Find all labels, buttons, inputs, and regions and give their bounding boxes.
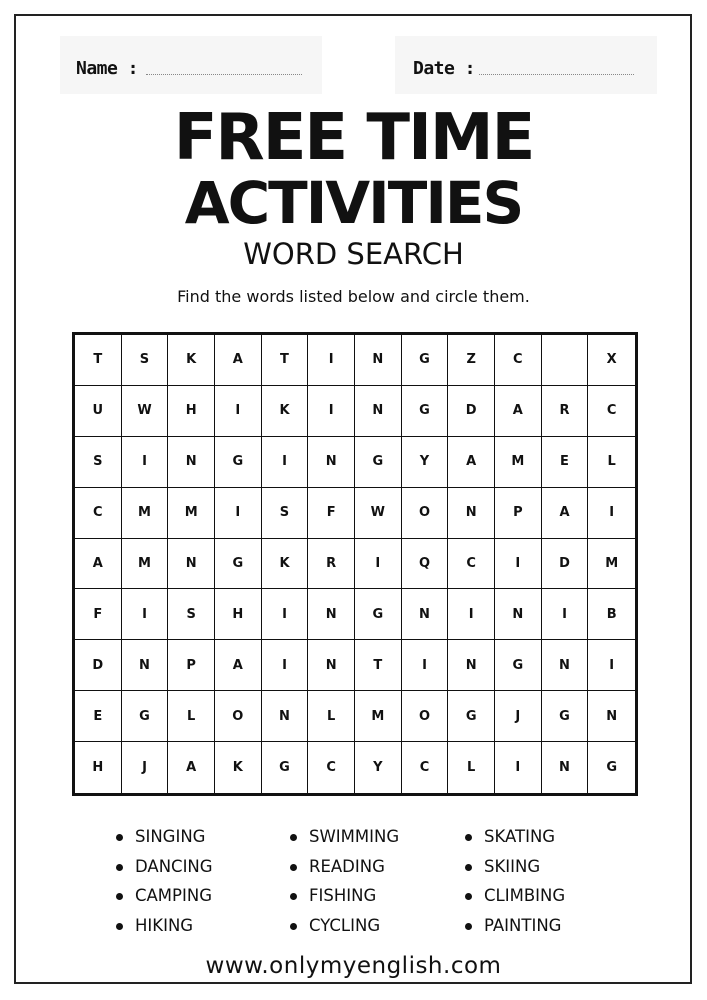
word-list-item <box>290 913 399 943</box>
grid-cell[interactable]: Z <box>448 335 495 386</box>
bullet-icon <box>465 864 472 871</box>
grid-cell[interactable]: M <box>588 539 635 590</box>
word-search-grid <box>72 332 638 796</box>
grid-cell[interactable]: R <box>308 539 355 590</box>
word-list-column <box>465 824 565 943</box>
grid-cell[interactable]: I <box>355 539 402 590</box>
grid-cell[interactable]: T <box>75 335 122 386</box>
grid-cell[interactable]: H <box>75 742 122 793</box>
grid-cell[interactable]: I <box>588 640 635 691</box>
grid-cell[interactable]: C <box>495 335 542 386</box>
word-list-item <box>465 824 565 854</box>
grid-cell[interactable]: J <box>495 691 542 742</box>
word-text: CAMPING <box>135 886 212 906</box>
word-list-column <box>290 824 399 943</box>
date-line[interactable] <box>479 74 634 75</box>
word-text: FISHING <box>309 886 377 906</box>
bullet-icon <box>290 923 297 930</box>
grid-cell[interactable]: N <box>542 742 589 793</box>
grid-cell[interactable]: G <box>448 691 495 742</box>
word-text: DANCING <box>135 856 213 876</box>
grid-cell[interactable]: I <box>402 640 449 691</box>
grid-cell[interactable]: A <box>542 488 589 539</box>
grid-cell[interactable]: L <box>168 691 215 742</box>
grid-cell[interactable]: N <box>355 386 402 437</box>
grid-cell[interactable]: A <box>75 539 122 590</box>
word-text: SWIMMING <box>309 827 400 846</box>
grid-cell[interactable]: D <box>542 539 589 590</box>
word-list-item <box>116 854 213 884</box>
word-text: CLIMBING <box>484 886 566 906</box>
grid-cell[interactable]: C <box>588 386 635 437</box>
grid-cell[interactable]: G <box>542 691 589 742</box>
bullet-icon <box>116 923 123 930</box>
grid-cell[interactable]: B <box>588 589 635 640</box>
grid-cell[interactable]: I <box>542 589 589 640</box>
word-text: PAINTING <box>484 916 562 936</box>
grid-cell[interactable]: I <box>495 539 542 590</box>
grid-cell[interactable]: N <box>262 691 309 742</box>
grid-cell[interactable]: T <box>262 335 309 386</box>
grid-cell[interactable]: N <box>495 589 542 640</box>
grid-cell[interactable]: L <box>308 691 355 742</box>
grid-cell[interactable]: S <box>262 488 309 539</box>
grid-cell[interactable]: W <box>355 488 402 539</box>
title-line-2: ACTIVITIES <box>184 169 523 237</box>
word-text: READING <box>309 856 385 876</box>
bullet-icon <box>465 893 472 900</box>
grid-cell[interactable]: N <box>355 335 402 386</box>
word-list-item <box>465 883 565 913</box>
grid-cell[interactable]: G <box>402 386 449 437</box>
word-list-item <box>465 913 565 943</box>
grid-cell[interactable]: G <box>215 437 262 488</box>
website-url: www.onlymyenglish.com <box>205 953 502 979</box>
word-text: HIKING <box>135 916 194 936</box>
grid-cell[interactable]: I <box>122 589 169 640</box>
grid-cell[interactable]: Q <box>402 539 449 590</box>
grid-cell[interactable]: G <box>355 589 402 640</box>
grid-cell[interactable]: I <box>262 640 309 691</box>
grid-cell[interactable]: O <box>215 691 262 742</box>
word-text: SKIING <box>484 856 541 876</box>
word-list-item <box>116 824 213 854</box>
grid-cell[interactable]: I <box>262 589 309 640</box>
word-list-item <box>116 913 213 943</box>
grid-cell[interactable]: P <box>168 640 215 691</box>
grid-cell[interactable]: G <box>122 691 169 742</box>
grid-cell[interactable]: I <box>308 386 355 437</box>
word-list-item <box>116 883 213 913</box>
grid-cell[interactable]: N <box>168 437 215 488</box>
grid-cell[interactable]: N <box>308 437 355 488</box>
grid-cell[interactable]: X <box>588 335 635 386</box>
name-line[interactable] <box>146 74 302 75</box>
grid-cell[interactable]: M <box>495 437 542 488</box>
grid-cell[interactable]: P <box>495 488 542 539</box>
bullet-icon <box>465 923 472 930</box>
grid-cell[interactable]: N <box>122 640 169 691</box>
grid-cell[interactable]: N <box>542 640 589 691</box>
title-line-1: FREE TIME <box>173 101 534 175</box>
word-list-item <box>290 883 399 913</box>
word-text: SINGING <box>135 827 206 846</box>
grid-cell[interactable]: K <box>262 539 309 590</box>
grid-cell[interactable]: A <box>168 742 215 793</box>
instructions: Find the words listed below and circle them. <box>177 287 530 306</box>
grid-cell[interactable]: J <box>122 742 169 793</box>
grid-cell[interactable]: N <box>448 488 495 539</box>
grid-cell[interactable]: Y <box>402 437 449 488</box>
grid-cell[interactable]: M <box>122 488 169 539</box>
grid-cell[interactable]: A <box>215 335 262 386</box>
word-list-item <box>465 854 565 884</box>
grid-cell[interactable]: N <box>402 589 449 640</box>
grid-cell[interactable]: I <box>122 437 169 488</box>
grid-cell[interactable]: N <box>588 691 635 742</box>
grid-cell[interactable]: C <box>448 539 495 590</box>
grid-cell[interactable]: L <box>588 437 635 488</box>
bullet-icon <box>290 893 297 900</box>
grid-cell[interactable]: K <box>168 335 215 386</box>
grid-cell[interactable]: G <box>495 640 542 691</box>
grid-cell[interactable]: Y <box>355 742 402 793</box>
grid-cell[interactable]: I <box>308 335 355 386</box>
grid-cell[interactable]: I <box>495 742 542 793</box>
grid-cell[interactable]: G <box>215 539 262 590</box>
grid-cell[interactable]: H <box>215 589 262 640</box>
grid-cell[interactable]: I <box>215 488 262 539</box>
bullet-icon <box>116 834 123 841</box>
grid-cell[interactable]: I <box>215 386 262 437</box>
grid-cell[interactable]: M <box>168 488 215 539</box>
grid-cell[interactable]: S <box>168 589 215 640</box>
grid-cell[interactable]: E <box>75 691 122 742</box>
grid-cell[interactable]: R <box>542 386 589 437</box>
word-list-column <box>116 824 213 943</box>
grid-cell[interactable]: D <box>75 640 122 691</box>
grid-cell[interactable]: D <box>448 386 495 437</box>
grid-cell[interactable]: I <box>448 589 495 640</box>
grid-cell[interactable]: G <box>606 760 617 776</box>
grid-cell[interactable]: N <box>448 640 495 691</box>
grid-cell[interactable]: I <box>588 488 635 539</box>
grid-cell[interactable]: L <box>448 742 495 793</box>
word-list-item <box>290 854 399 884</box>
grid-cell[interactable]: C <box>308 742 355 793</box>
grid-cell[interactable]: E <box>542 437 589 488</box>
name-label: Name : <box>76 58 139 79</box>
grid-cell[interactable]: S <box>122 335 169 386</box>
grid-cell[interactable]: M <box>122 539 169 590</box>
bullet-icon <box>116 893 123 900</box>
grid-cell[interactable]: K <box>215 742 262 793</box>
grid-cell[interactable]: G <box>355 437 402 488</box>
bullet-icon <box>116 864 123 871</box>
grid-cell[interactable]: A <box>448 437 495 488</box>
word-list-item <box>290 824 399 854</box>
grid-cell[interactable]: S <box>75 437 122 488</box>
subtitle: WORD SEARCH <box>243 237 464 271</box>
grid-cell[interactable]: C <box>75 488 122 539</box>
grid-cell[interactable]: T <box>355 640 402 691</box>
grid-cell[interactable]: N <box>168 539 215 590</box>
grid-cell[interactable]: M <box>355 691 402 742</box>
word-text: SKATING <box>484 827 556 846</box>
date-label: Date : <box>413 58 476 79</box>
grid-cell[interactable]: A <box>215 640 262 691</box>
grid-cell[interactable]: O <box>402 488 449 539</box>
grid-cell[interactable]: G <box>262 742 309 793</box>
bullet-icon <box>465 834 472 841</box>
grid-cell[interactable]: W <box>122 386 169 437</box>
grid-cell[interactable]: I <box>262 437 309 488</box>
grid-cell[interactable]: C <box>402 742 449 793</box>
grid-cell[interactable]: U <box>75 386 122 437</box>
grid-cell[interactable] <box>542 335 589 386</box>
grid-cell[interactable]: O <box>402 691 449 742</box>
grid-cell[interactable]: A <box>495 386 542 437</box>
grid-cell[interactable]: G <box>402 335 449 386</box>
grid-cell[interactable]: K <box>262 386 309 437</box>
bullet-icon <box>290 834 297 841</box>
word-text: CYCLING <box>309 916 381 936</box>
grid-cell[interactable]: N <box>308 589 355 640</box>
grid-cell[interactable]: H <box>168 386 215 437</box>
grid-cell[interactable]: F <box>308 488 355 539</box>
grid-cell[interactable]: F <box>75 589 122 640</box>
grid-cell[interactable]: N <box>308 640 355 691</box>
bullet-icon <box>290 864 297 871</box>
